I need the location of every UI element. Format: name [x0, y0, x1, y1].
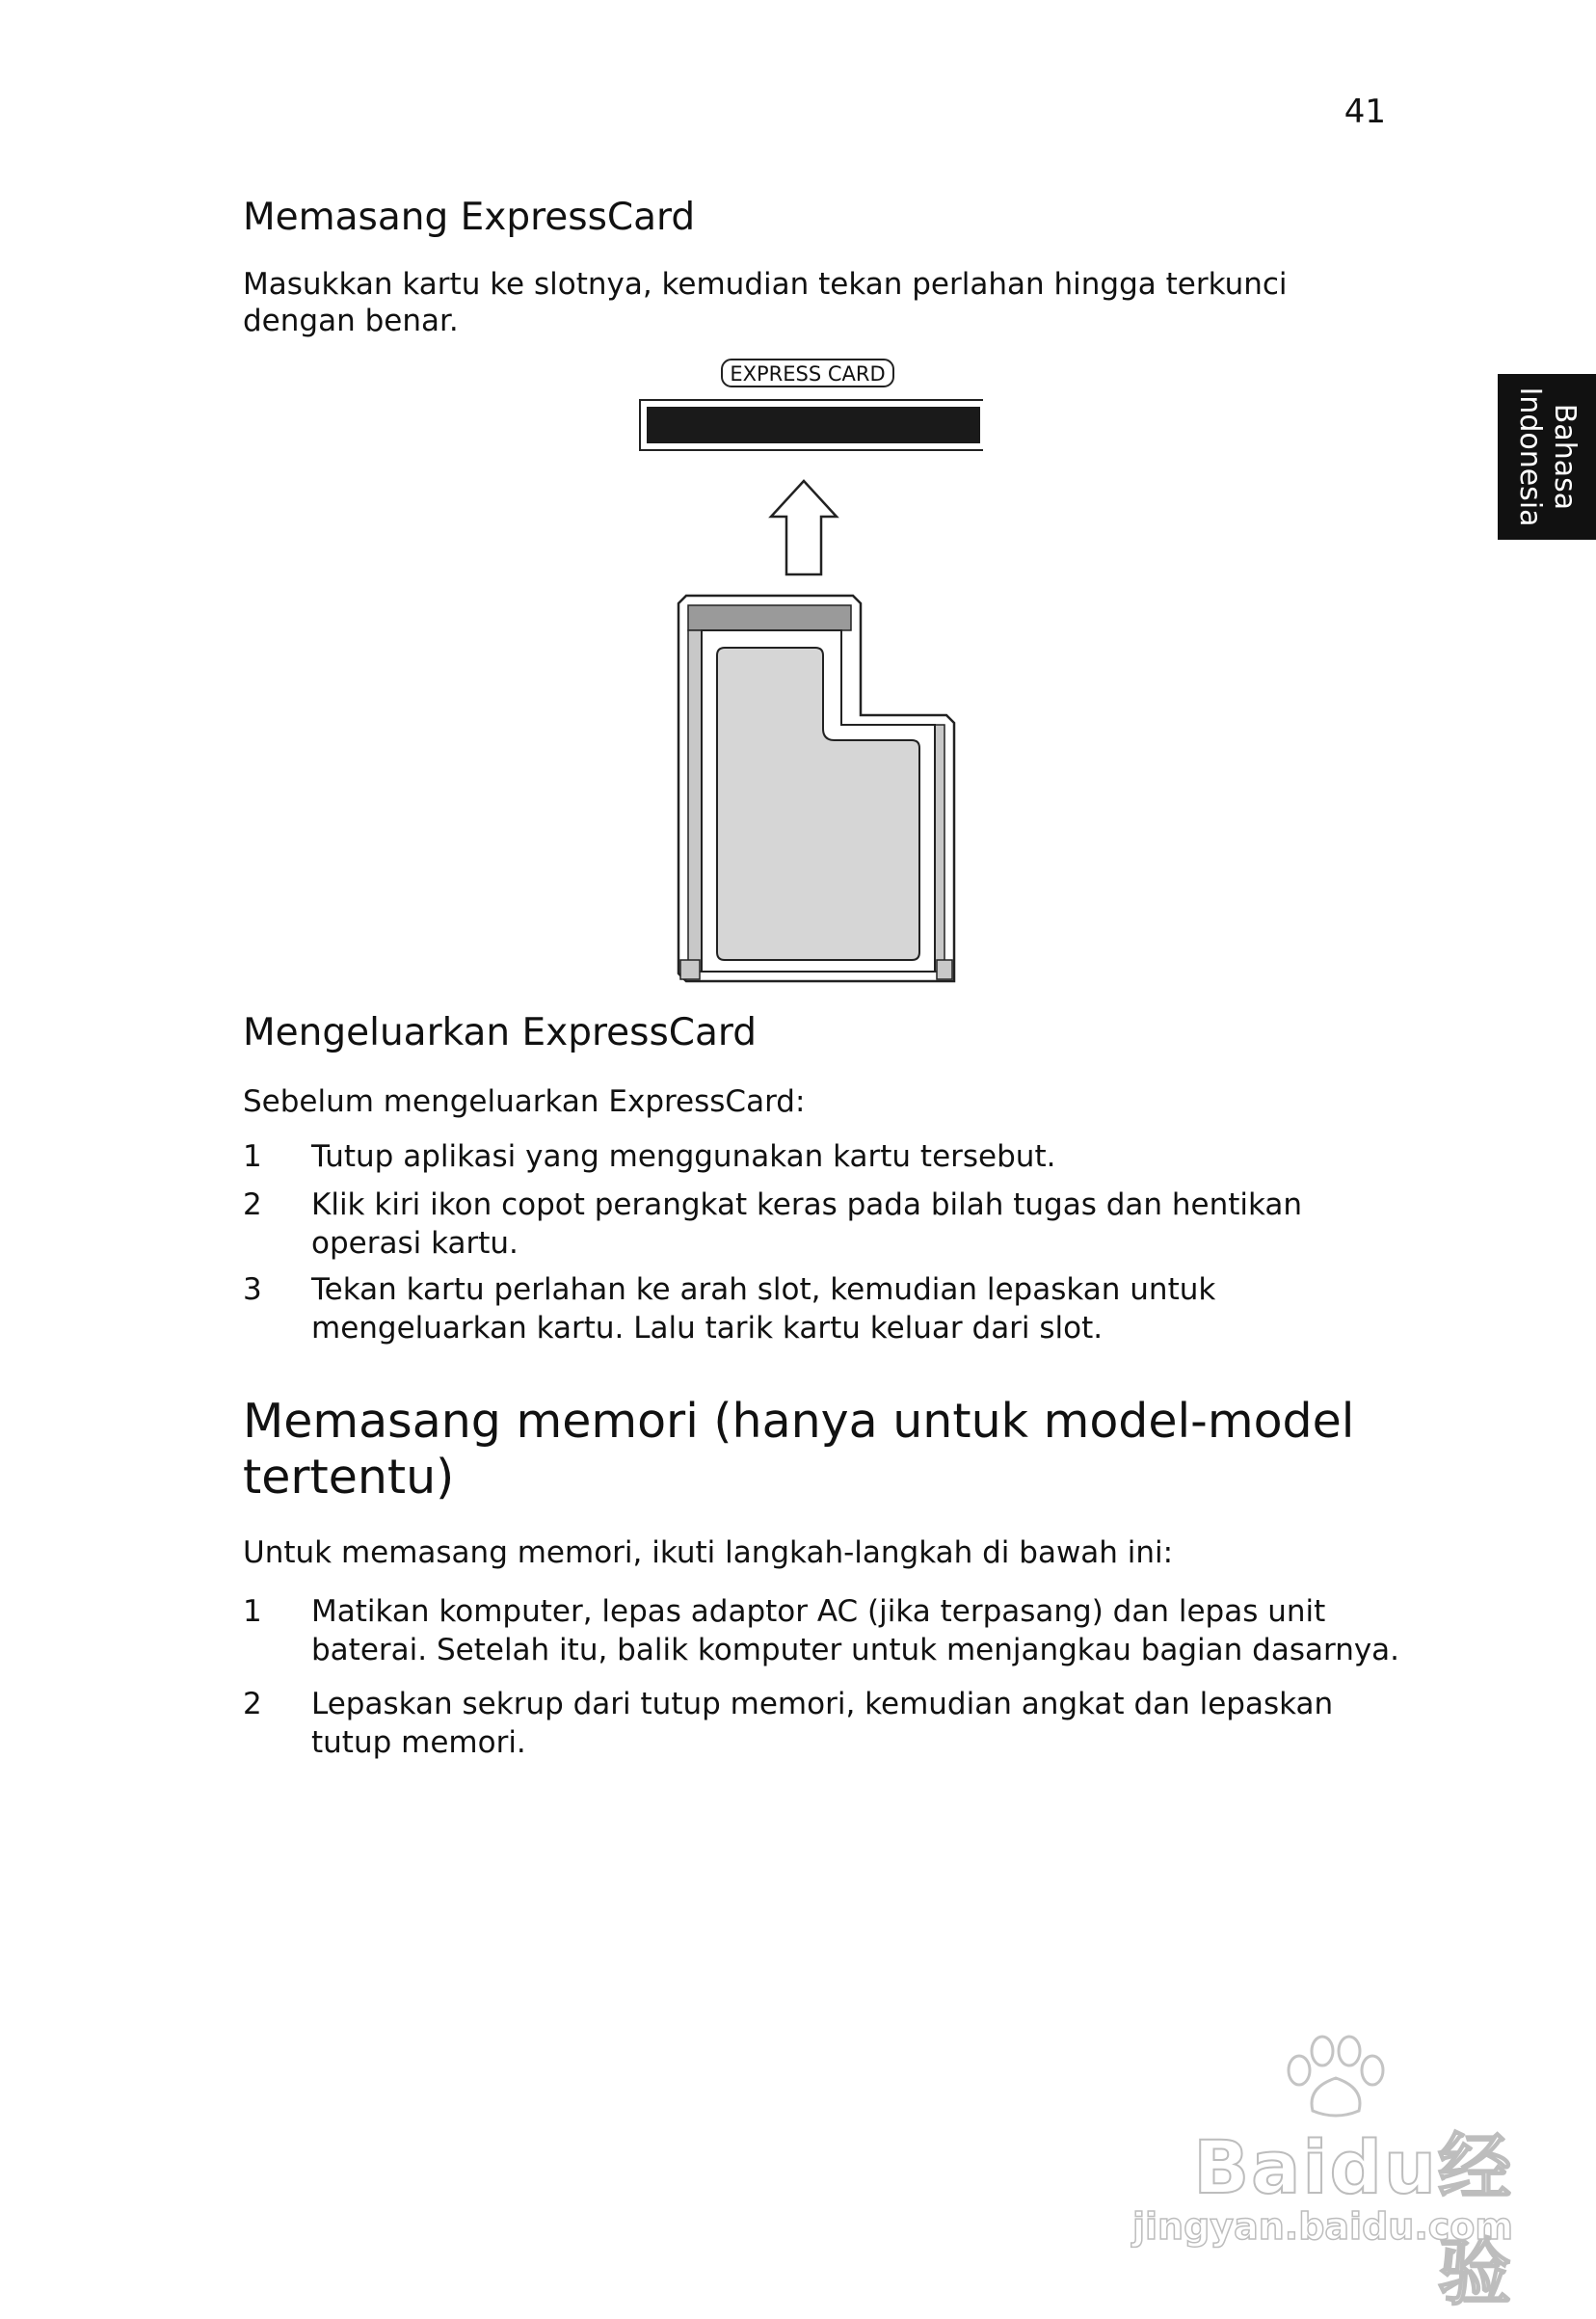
insert-instruction: Masukkan kartu ke slotnya, kemudian tekan perlahan hingga terkunci dengan benar. — [243, 267, 1288, 338]
card-right-strip — [935, 725, 944, 972]
express-card-label: EXPRESS CARD — [730, 362, 886, 386]
card-corner-right — [937, 960, 952, 979]
card-side-strip — [688, 630, 702, 972]
memory-intro: Untuk memasang memori, ikuti langkah-langkah di bawah ini: — [243, 1535, 1174, 1570]
memory-step-number: 1 — [243, 1594, 262, 1629]
memory-step-number: 2 — [243, 1687, 262, 1721]
card-label-area — [717, 648, 919, 960]
section-title-remove: Mengeluarkan ExpressCard — [243, 1011, 758, 1054]
remove-step-text: Klik kiri ikon copot perangkat keras pada bilah tugas dan hentikan operasi kartu. — [311, 1187, 1303, 1261]
remove-step-number: 2 — [243, 1187, 262, 1222]
memory-step-text: Matikan komputer, lepas adaptor AC (jika terpasang) dan lepas unit baterai. Setelah itu, balik komputer untuk menjangkau bagian dasarnya. — [311, 1594, 1400, 1667]
remove-intro: Sebelum mengeluarkan ExpressCard: — [243, 1084, 806, 1119]
section-title-memory: Memasang memori (hanya untuk model-model tertentu) — [243, 1394, 1355, 1505]
language-tab-line-2: Indonesia — [1513, 386, 1547, 527]
remove-step-text: Tutup aplikasi yang menggunakan kartu tersebut. — [311, 1139, 1056, 1174]
remove-step-text: Tekan kartu perlahan ke arah slot, kemudian lepaskan untuk mengeluarkan kartu. Lalu tarik kartu keluar dari slot. — [311, 1272, 1216, 1346]
language-tab — [1498, 374, 1596, 540]
memory-step-text: Lepaskan sekrup dari tutup memori, kemudian angkat dan lepaskan tutup memori. — [311, 1687, 1334, 1760]
page-number: 41 — [1343, 93, 1386, 131]
card-slot-opening — [647, 407, 980, 443]
remove-step-number: 1 — [243, 1139, 262, 1174]
baidu-watermark — [1128, 2034, 1532, 2315]
remove-step-number: 3 — [243, 1272, 262, 1307]
card-top-band — [688, 605, 851, 630]
expresscard-figure — [617, 347, 983, 993]
card-corner-left — [680, 960, 700, 979]
insert-arrow-icon — [771, 481, 837, 574]
watermark-brand: Baidu经验 — [1193, 2124, 1513, 2315]
paw-logo-icon — [1272, 2034, 1407, 2120]
section-title-insert: Memasang ExpressCard — [243, 196, 696, 239]
language-tab-line-1: Bahasa — [1548, 403, 1582, 511]
expresscard-illustration — [617, 347, 983, 993]
watermark-url: jingyan.baidu.com — [1132, 2205, 1513, 2248]
